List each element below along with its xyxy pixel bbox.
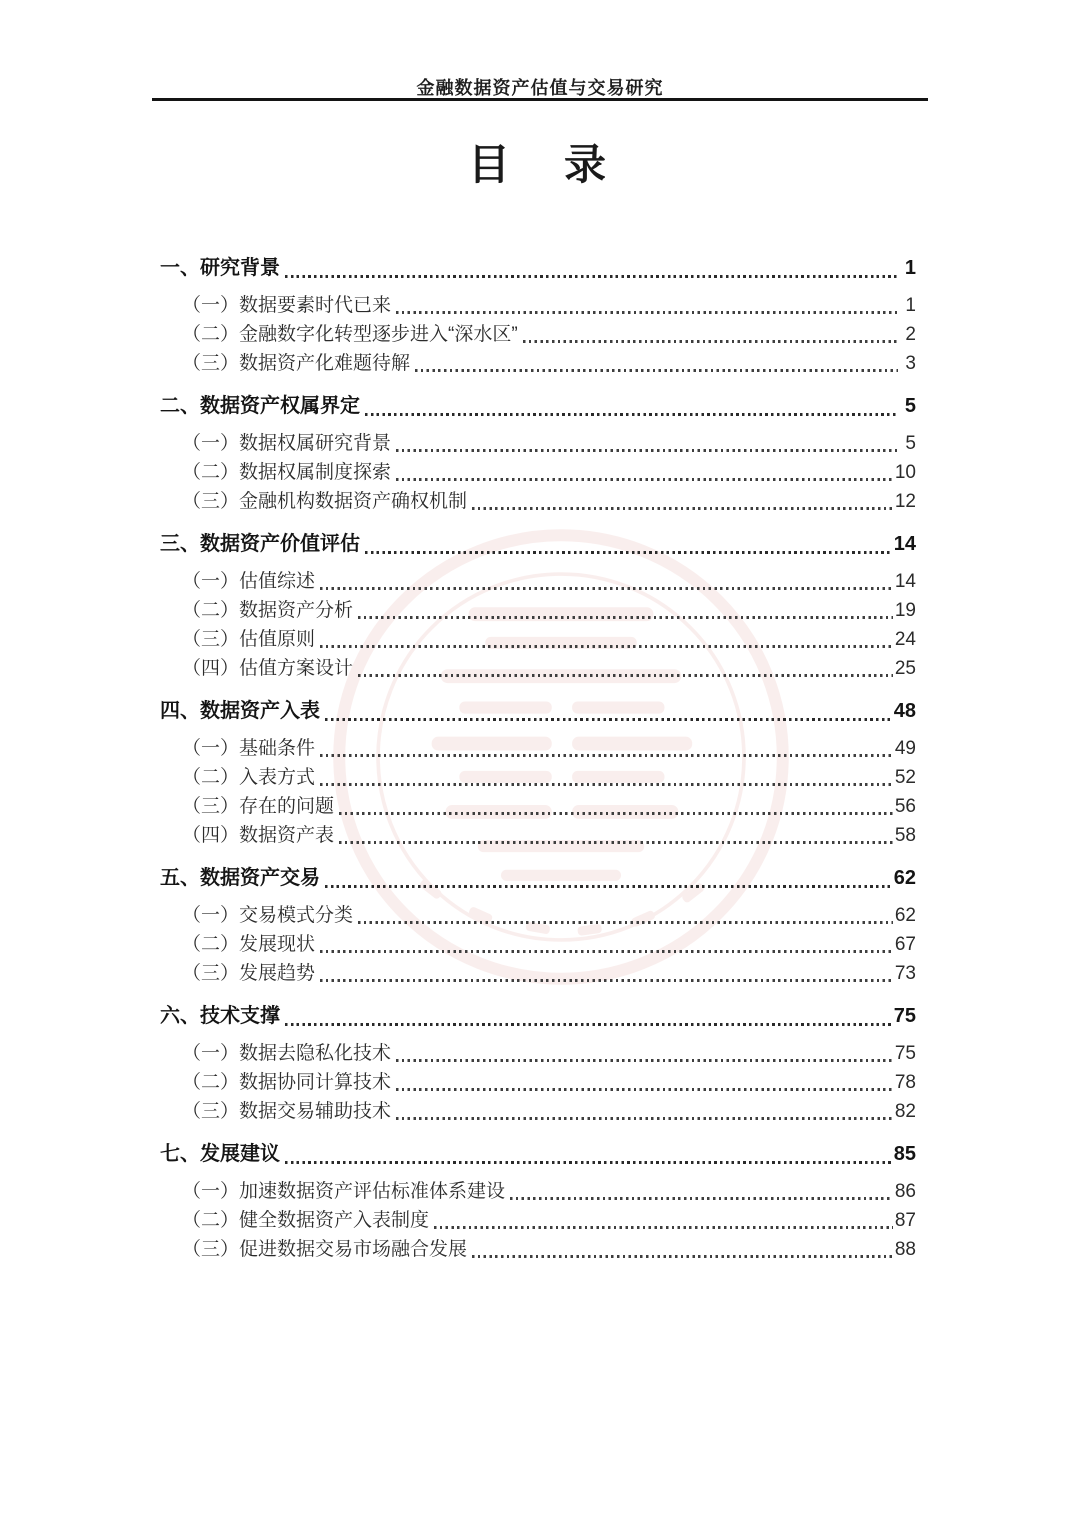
dot-leader — [396, 1117, 893, 1120]
dot-leader — [396, 478, 893, 481]
dot-leader — [358, 616, 893, 619]
toc-entry-label: （一）加速数据资产评估标准体系建设 — [182, 1181, 506, 1202]
toc-item-row[interactable] — [160, 901, 916, 930]
toc-entry-label: （二）金融数字化转型逐步进入“深水区” — [182, 324, 518, 345]
table-of-contents — [160, 240, 916, 1264]
dot-leader — [325, 718, 892, 721]
toc-entry-label: （三）数据资产化难题待解 — [182, 353, 411, 374]
dot-leader — [358, 921, 893, 924]
dot-leader — [358, 674, 893, 677]
toc-item-row[interactable] — [160, 596, 916, 625]
toc-entry-label: （二）数据资产分析 — [182, 600, 354, 621]
toc-section-row[interactable] — [160, 863, 916, 894]
toc-entry-page: 78 — [894, 1072, 916, 1093]
toc-item-row[interactable] — [160, 291, 916, 320]
toc-item-row[interactable] — [160, 734, 916, 763]
toc-entry-page: 58 — [894, 825, 916, 846]
toc-entry-page: 2 — [905, 324, 916, 345]
toc-item-row[interactable] — [160, 930, 916, 959]
toc-entry-label: （一）数据要素时代已来 — [182, 295, 392, 316]
toc-entry-label: （二）入表方式 — [182, 767, 316, 788]
dot-leader — [415, 369, 898, 372]
toc-entry-label: （一）交易模式分类 — [182, 905, 354, 926]
toc-entry-page: 62 — [893, 867, 916, 889]
dot-leader — [510, 1197, 893, 1200]
toc-entry-label: （三）存在的问题 — [182, 796, 335, 817]
toc-item-row[interactable] — [160, 792, 916, 821]
toc-section-row[interactable] — [160, 529, 916, 560]
toc-section-row[interactable] — [160, 1139, 916, 1170]
toc-entry-page: 49 — [894, 738, 916, 759]
toc-entry-page: 24 — [894, 629, 916, 650]
toc-item-row[interactable] — [160, 1235, 916, 1264]
dot-leader — [320, 754, 893, 757]
toc-item-row[interactable] — [160, 625, 916, 654]
toc-item-row[interactable] — [160, 1206, 916, 1235]
toc-entry-page: 75 — [894, 1043, 916, 1064]
toc-entry-label: （四）估值方案设计 — [182, 658, 354, 679]
dot-leader — [325, 885, 892, 888]
dot-leader — [396, 1088, 893, 1091]
toc-entry-page: 62 — [894, 905, 916, 926]
toc-entry-label: 六、技术支撑 — [160, 1005, 280, 1027]
toc-entry-page: 12 — [894, 491, 916, 512]
dot-leader — [339, 841, 893, 844]
dot-leader — [320, 783, 893, 786]
toc-item-row[interactable] — [160, 959, 916, 988]
toc-entry-label: （二）健全数据资产入表制度 — [182, 1210, 430, 1231]
toc-entry-page: 67 — [894, 934, 916, 955]
toc-entry-page: 5 — [905, 433, 916, 454]
toc-entry-page: 56 — [894, 796, 916, 817]
toc-entry-page: 14 — [893, 533, 916, 555]
dot-leader — [523, 340, 898, 343]
toc-item-row[interactable] — [160, 487, 916, 516]
toc-entry-page: 75 — [893, 1005, 916, 1027]
toc-entry-label: 一、研究背景 — [160, 257, 280, 279]
toc-entry-label: 七、发展建议 — [160, 1143, 280, 1165]
toc-entry-label: （一）数据去隐私化技术 — [182, 1043, 392, 1064]
toc-entry-page: 5 — [904, 395, 916, 417]
toc-entry-label: （一）估值综述 — [182, 571, 316, 592]
dot-leader — [396, 1059, 893, 1062]
toc-entry-page: 48 — [893, 700, 916, 722]
toc-section-row[interactable] — [160, 253, 916, 284]
dot-leader — [434, 1226, 893, 1229]
dot-leader — [396, 311, 898, 314]
toc-entry-label: （三）发展趋势 — [182, 963, 316, 984]
dot-leader — [285, 1161, 892, 1164]
dot-leader — [396, 449, 898, 452]
toc-entry-label: （三）数据交易辅助技术 — [182, 1101, 392, 1122]
toc-entry-page: 52 — [894, 767, 916, 788]
toc-entry-page: 10 — [894, 462, 916, 483]
toc-item-row[interactable] — [160, 320, 916, 349]
running-header: 金融数据资产估值与交易研究 — [416, 78, 664, 98]
toc-entry-page: 25 — [894, 658, 916, 679]
toc-entry-label: （一）基础条件 — [182, 738, 316, 759]
toc-item-row[interactable] — [160, 349, 916, 378]
toc-entry-page: 19 — [894, 600, 916, 621]
dot-leader — [320, 587, 893, 590]
toc-entry-label: （二）数据权属制度探索 — [182, 462, 392, 483]
dot-leader — [320, 979, 893, 982]
dot-leader — [285, 1023, 892, 1026]
toc-entry-page: 82 — [894, 1101, 916, 1122]
dot-leader — [472, 507, 893, 510]
toc-entry-page: 88 — [894, 1239, 916, 1260]
toc-item-row[interactable] — [160, 821, 916, 850]
toc-entry-label: （二）发展现状 — [182, 934, 316, 955]
dot-leader — [285, 275, 898, 278]
toc-entry-label: 三、数据资产价值评估 — [160, 533, 360, 555]
toc-entry-page: 3 — [905, 353, 916, 374]
toc-entry-label: （三）促进数据交易市场融合发展 — [182, 1239, 468, 1260]
page-title: 目 录 — [467, 141, 612, 188]
toc-entry-page: 87 — [894, 1210, 916, 1231]
toc-entry-label: 五、数据资产交易 — [160, 867, 320, 889]
dot-leader — [472, 1255, 893, 1258]
toc-entry-page: 86 — [894, 1181, 916, 1202]
dot-leader — [365, 413, 898, 416]
toc-entry-page: 73 — [894, 963, 916, 984]
dot-leader — [339, 812, 893, 815]
toc-section-row[interactable] — [160, 391, 916, 422]
toc-entry-label: （三）金融机构数据资产确权机制 — [182, 491, 468, 512]
toc-item-row[interactable] — [160, 654, 916, 683]
toc-section-row[interactable] — [160, 696, 916, 727]
toc-item-row[interactable] — [160, 1097, 916, 1126]
dot-leader — [320, 950, 893, 953]
header-rule — [152, 98, 928, 101]
toc-entry-label: （一）数据权属研究背景 — [182, 433, 392, 454]
toc-entry-label: （二）数据协同计算技术 — [182, 1072, 392, 1093]
dot-leader — [320, 645, 893, 648]
toc-item-row[interactable] — [160, 1177, 916, 1206]
toc-entry-label: （四）数据资产表 — [182, 825, 335, 846]
toc-item-row[interactable] — [160, 567, 916, 596]
toc-entry-page: 1 — [905, 295, 916, 316]
toc-entry-label: 四、数据资产入表 — [160, 700, 320, 722]
toc-item-row[interactable] — [160, 1039, 916, 1068]
toc-item-row[interactable] — [160, 763, 916, 792]
toc-item-row[interactable] — [160, 458, 916, 487]
toc-section-row[interactable] — [160, 1001, 916, 1032]
dot-leader — [365, 551, 892, 554]
toc-entry-label: 二、数据资产权属界定 — [160, 395, 360, 417]
toc-entry-page: 85 — [893, 1143, 916, 1165]
toc-entry-page: 1 — [904, 257, 916, 279]
toc-entry-page: 14 — [894, 571, 916, 592]
toc-entry-label: （三）估值原则 — [182, 629, 316, 650]
toc-item-row[interactable] — [160, 1068, 916, 1097]
toc-item-row[interactable] — [160, 429, 916, 458]
